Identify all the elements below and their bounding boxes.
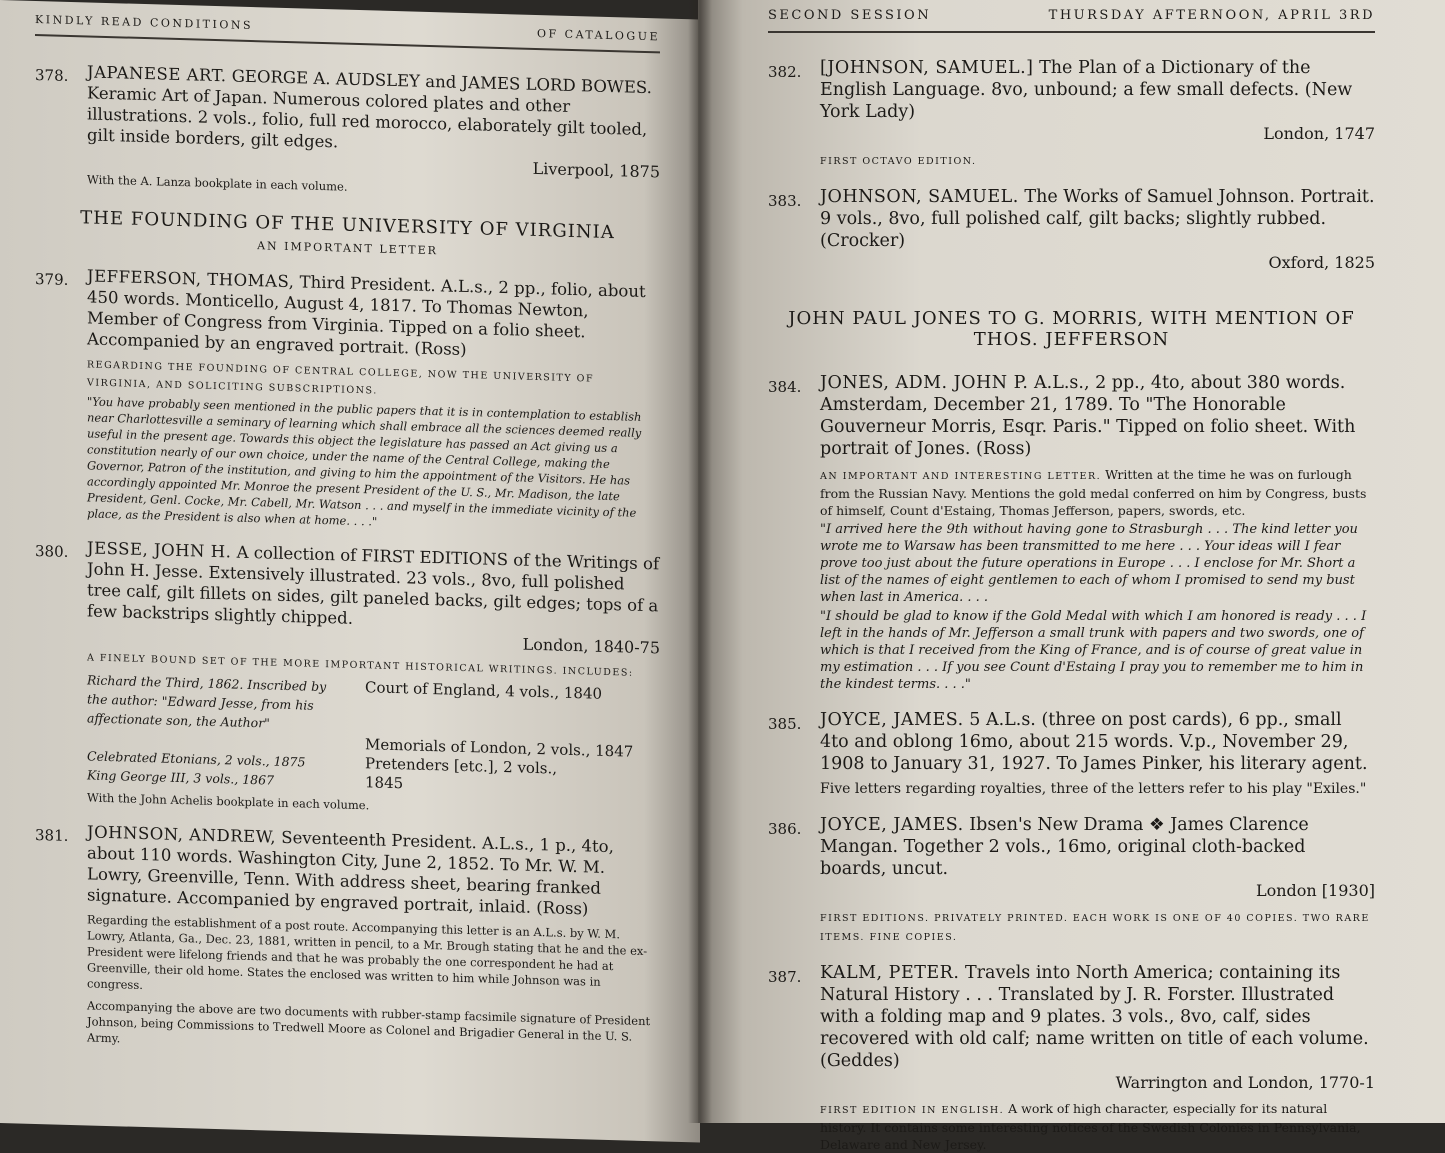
lot-description: Travels into North America; containing its Natural History . . . Translated by J. R. Forster. Illustrated with a folding map and 9 plates. 3 vols., 8vo, calf, sides recovered with old calf; name written on title of each volume. (Geddes) bbox=[820, 963, 1369, 1071]
lot-bookplate-note: With the John Achelis bookplate in each volume. bbox=[87, 790, 370, 813]
lot-number: 381. bbox=[35, 825, 69, 845]
right-running-head bbox=[768, 8, 1375, 33]
lot-note: Written at the time he was on furlough from the Russian Navy. Mentions the gold medal conferred on him by Congress, busts of himself, Count d'Estaing, Thomas Jefferson, papers, swords, etc. bbox=[820, 467, 1367, 518]
lot-382 bbox=[768, 57, 1375, 170]
lot-note: Regarding the establishment of a post route. Accompanying this letter is an A.L.s. by W. M. Lowry, Atlanta, Ga., Dec. 23, 1881, written in pencil, to a Mr. Brough stating that he and the ex-President were lifelong friends and that he was probably the one correspondent he had at Greenville, their old home. States the enclosed was written to him while Johnson was in congress. bbox=[87, 912, 648, 992]
contents-left: Celebrated Etonians, 2 vols., 1875 bbox=[87, 748, 306, 770]
contents-left: Richard the Third, 1862. Inscribed by the author: "Edward Jesse, from his affectionate son, the Author" bbox=[87, 672, 327, 731]
lot-description: The Works of Samuel Johnson. Portrait. 9 vols., 8vo, full polished calf, gilt backs; slightly rubbed. (Crocker) bbox=[820, 187, 1375, 251]
lot-385 bbox=[768, 709, 1375, 798]
lot-title: JONES, ADM. JOHN P. bbox=[820, 373, 1029, 393]
left-page bbox=[0, 0, 700, 1143]
lot-title: JOYCE, JAMES. bbox=[820, 710, 964, 730]
lot-note: Five letters regarding royalties, three of the letters refer to his play "Exiles." bbox=[820, 781, 1367, 797]
lot-number: 378. bbox=[35, 65, 69, 85]
lot-imprint: Warrington and London, 1770-1 bbox=[1115, 1073, 1375, 1092]
lot-note: With the A. Lanza bookplate in each volume. bbox=[87, 172, 348, 194]
lot-imprint: London, 1840-75 bbox=[522, 634, 660, 658]
lot-description: Third President. A.L.s., 2 pp., folio, about 450 words. Monticello, August 4, 1817. To Thomas Newton, Member of Congress from Virginia. Tipped on a folio sheet. Accompanied by an engraved portrait. (Ross) bbox=[87, 272, 646, 360]
lot-imprint: Liverpool, 1875 bbox=[532, 158, 660, 182]
contents-right: Court of England, 4 vols., 1840 bbox=[365, 678, 603, 703]
left-running-head-left: KINDLY READ CONDITIONS bbox=[35, 12, 254, 33]
lot-note: A work of high character, especially for its natural history. It contains some interesting notices of the Swedish Colonies in Pennsylvania, Delaware and New Jersey. bbox=[820, 1101, 1361, 1152]
lot-note: FIRST OCTAVO EDITION. bbox=[820, 156, 977, 167]
right-running-head-right: THURSDAY AFTERNOON, APRIL 3RD bbox=[1048, 8, 1375, 23]
lot-imprint: London, 1747 bbox=[1263, 124, 1375, 143]
contents-list bbox=[87, 670, 660, 800]
lot-title: [JOHNSON, SAMUEL.] bbox=[820, 58, 1034, 78]
lot-imprint: Oxford, 1825 bbox=[1268, 253, 1375, 272]
lot-title: JOYCE, JAMES. bbox=[820, 815, 964, 835]
lot-378 bbox=[35, 60, 660, 203]
lot-number: 385. bbox=[768, 715, 802, 733]
right-running-head-left: SECOND SESSION bbox=[768, 8, 932, 23]
lot-description: A collection of FIRST EDITIONS of the Writings of John H. Jesse. Extensively illustrated. 23 vols., 8vo, full polished tree calf, gilt fillets on sides, gilt paneled backs, gilt edges; tops of a few backstrips slightly chipped. bbox=[87, 542, 660, 628]
section-subheading-virginia: AN IMPORTANT LETTER bbox=[257, 239, 438, 258]
lot-quote: "You have probably seen mentioned in the public papers that it is in contemplation to establish near Charlottesville a seminary of learning which shall embrace all the sciences deemed really useful in the present age. Towards this object the legislature has passed an Act giving us a constitution nearly of our own choice, under the name of the Central College, making the Governor, Patron of the institution, and giving to him the appointment of the Visitors. He has accordingly appointed Mr. Monroe the present President of the U. S., Mr. Madison, the late President, Genl. Cocke, Mr. Cabell, Mr. Watson . . . and myself in the immediate vicinity of the place, as the President is also when at home. . . ." bbox=[87, 394, 642, 529]
contents-right: Pretenders [etc.], 2 vols., bbox=[365, 754, 557, 778]
lot-description: Seventeenth President. A.L.s., 1 p., 4to, about 110 words. Washington City, June 2, 1852. To Mr. W. M. Lowry, Greenville, Tenn. With address sheet, bearing franked signature. Accompanied by engraved portrait, inlaid. (Ross) bbox=[87, 827, 614, 919]
lot-note-caption: AN IMPORTANT AND INTERESTING LETTER. bbox=[820, 471, 1102, 482]
lot-number: 382. bbox=[768, 63, 802, 81]
section-heading-virginia: THE FOUNDING OF THE UNIVERSITY OF VIRGINIA bbox=[80, 207, 615, 244]
lot-number: 386. bbox=[768, 820, 802, 838]
lot-description: 5 A.L.s. (three on post cards), 6 pp., small 4to and oblong 16mo, about 215 words. V.p., November 29, 1908 to January 31, 1927. To James Pinker, his literary agent. bbox=[820, 710, 1368, 774]
lot-383 bbox=[768, 186, 1375, 274]
left-running-head bbox=[35, 13, 660, 53]
contents-right: Memorials of London, 2 vols., 1847 bbox=[365, 735, 634, 761]
lot-description: A.L.s., 2 pp., 4to, about 380 words. Amsterdam, December 21, 1789. To "The Honorable Gouverneur Morris, Esqr. Paris." Tipped on folio sheet. With portrait of Jones. (Ross) bbox=[820, 373, 1356, 459]
lot-description: Ibsen's New Drama ❖ James Clarence Mangan. Together 2 vols., 16mo, original cloth-backed boards, uncut. bbox=[820, 815, 1309, 879]
lot-title: KALM, PETER. bbox=[820, 963, 960, 983]
contents-left: King George III, 3 vols., 1867 bbox=[87, 767, 275, 788]
lot-description: GEORGE A. AUDSLEY and JAMES LORD BOWES. Keramic Art of Japan. Numerous colored plates and other illustrations. 2 vols., folio, full red morocco, elaborately gilt tooled, gilt inside borders, gilt edges. bbox=[87, 66, 652, 152]
section-heading-jones: JOHN PAUL JONES TO G. MORRIS, WITH MENTION OF THOS. JEFFERSON bbox=[788, 308, 1355, 350]
left-running-head-right: OF CATALOGUE bbox=[537, 26, 660, 44]
lot-379 bbox=[35, 264, 660, 537]
lot-number: 383. bbox=[768, 192, 802, 210]
lot-386 bbox=[768, 814, 1375, 946]
lot-number: 380. bbox=[35, 541, 69, 561]
lot-title: JEFFERSON, THOMAS, bbox=[87, 266, 295, 292]
lot-number: 384. bbox=[768, 378, 802, 396]
lot-381 bbox=[35, 820, 660, 1061]
lot-note: FIRST EDITIONS. PRIVATELY PRINTED. EACH WORK IS ONE OF 40 COPIES. TWO RARE ITEMS. FINE COPIES. bbox=[820, 913, 1370, 943]
lot-number: 387. bbox=[768, 968, 802, 986]
lot-description: The Plan of a Dictionary of the English Language. 8vo, unbound; a few small defects. (New York Lady) bbox=[820, 58, 1353, 122]
lot-quote-2: "I should be glad to know if the Gold Medal with which I am honored is ready . . . I left in the hands of Mr. Jefferson a small trunk with papers and two swords, one of which is that I received from the King of France, and is of course of great value in my estimation . . . If you see Count d'Estaing I pray you to remember me to him in the kindest terms. . . ." bbox=[820, 609, 1367, 692]
lot-title: JOHNSON, ANDREW, bbox=[87, 822, 277, 847]
lot-384 bbox=[768, 372, 1375, 693]
right-page bbox=[698, 0, 1445, 1152]
lot-quote-1: "I arrived here the 9th without having gone to Strasburgh . . . The kind letter you wrote me to Warsaw has been transmitted to me here . . . Your ideas will I fear prove too just about the future operations in Europe . . . I enclose for Mr. Short a list of the names of eight gentlemen to each of whom I promised to send my bust when last in America. . . . bbox=[820, 522, 1358, 605]
lot-note-2: Accompanying the above are two documents with rubber-stamp facsimile signature of President Johnson, being Commissions to Tredwell Moore as Colonel and Brigadier General in the U. S. Army. bbox=[87, 998, 651, 1046]
lot-note-caption: A FINELY BOUND SET OF THE MORE IMPORTANT HISTORICAL WRITINGS. INCLUDES: bbox=[87, 652, 634, 679]
lot-title: JOHNSON, SAMUEL. bbox=[820, 187, 1019, 207]
lot-387 bbox=[768, 962, 1375, 1153]
lot-imprint: London [1930] bbox=[1255, 881, 1375, 900]
lot-note-caption: REGARDING THE FOUNDING OF CENTRAL COLLEGE, NOW THE UNIVERSITY OF VIRGINIA, AND SOLICITING SUBSCRIPTIONS. bbox=[87, 359, 595, 397]
lot-note-caption: FIRST EDITION IN ENGLISH. bbox=[820, 1105, 1005, 1116]
contents-right: 1845 bbox=[365, 773, 404, 793]
lot-title: JESSE, JOHN H. bbox=[87, 538, 232, 562]
lot-380 bbox=[35, 536, 660, 821]
lot-number: 379. bbox=[35, 269, 69, 289]
lot-title: JAPANESE ART. bbox=[87, 62, 227, 86]
